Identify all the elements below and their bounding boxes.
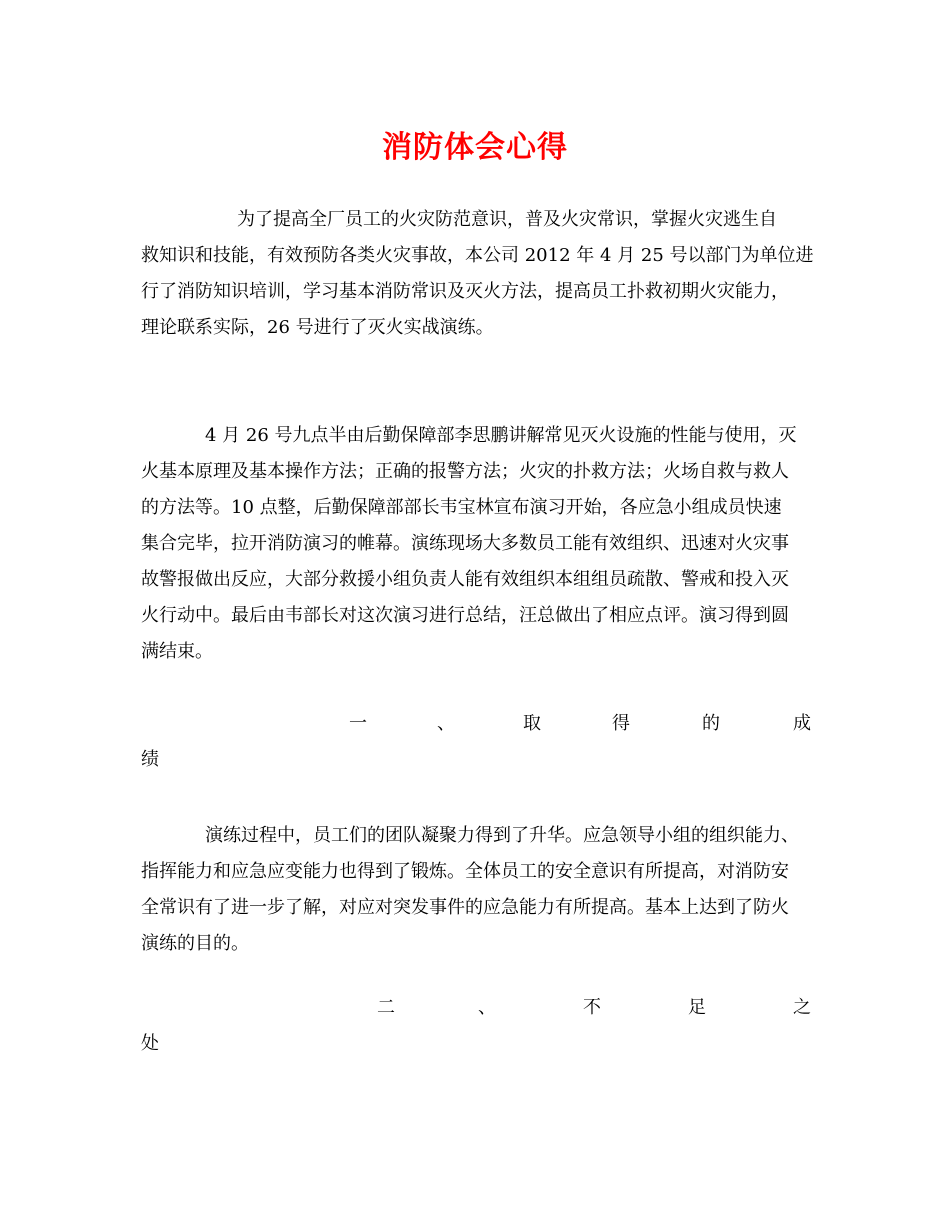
paragraph-line: 指挥能力和应急应变能力也得到了锻炼。全体员工的安全意识有所提高，对消防安	[141, 861, 789, 882]
paragraph-line: 全常识有了进一步了解，对应对突发事件的应急能力有所提高。基本上达到了防火	[141, 897, 789, 918]
heading-char: 成	[793, 713, 811, 734]
paragraph-line: 火行动中。最后由韦部长对这次演习进行总结，汪总做出了相应点评。演习得到圆	[141, 605, 789, 626]
paragraph-line: 满结束。	[141, 641, 213, 662]
paragraph-line: 行了消防知识培训，学习基本消防常识及灭火方法，提高员工扑救初期火灾能力，	[141, 281, 789, 302]
section-heading-achievements	[141, 706, 813, 778]
heading-char: 足	[688, 997, 706, 1018]
section-heading-shortcomings	[141, 990, 813, 1062]
heading-char: 、	[478, 997, 496, 1018]
paragraph-line: 为了提高全厂员工的火灾防范意识，普及火灾常识，掌握火灾逃生自	[237, 209, 777, 230]
heading-char: 取	[523, 713, 541, 734]
paragraph-line: 4 月 26 号九点半由后勤保障部李思鹏讲解常见灭火设施的性能与使用，灭	[205, 425, 797, 446]
heading-char: 的	[702, 713, 720, 734]
heading-tail-char: 绩	[141, 749, 159, 770]
paragraph-line: 故警报做出反应，大部分救援小组负责人能有效组织本组组员疏散、警戒和投入灭	[141, 569, 789, 590]
heading-char: 得	[612, 713, 630, 734]
paragraph-line: 理论联系实际，26 号进行了灭火实战演练。	[141, 317, 494, 338]
heading-char: 一	[349, 713, 367, 734]
paragraph-drill-process	[141, 418, 813, 670]
heading-char: 二	[377, 997, 395, 1018]
paragraph-intro	[141, 202, 813, 346]
heading-char: 不	[583, 997, 601, 1018]
paragraph-line: 火基本原理及基本操作方法；正确的报警方法；火灾的扑救方法；火场自救与救人	[141, 461, 789, 482]
heading-tail-char: 处	[141, 1033, 159, 1054]
heading-char: 之	[793, 997, 811, 1018]
heading-char: 、	[437, 713, 455, 734]
document-title: 消防体会心得	[382, 130, 568, 165]
paragraph-line: 的方法等。10 点整，后勤保障部部长韦宝林宣布演习开始，各应急小组成员快速	[141, 497, 782, 518]
paragraph-line: 集合完毕，拉开消防演习的帷幕。演练现场大多数员工能有效组织、迅速对火灾事	[141, 533, 789, 554]
paragraph-line: 演练过程中，员工们的团队凝聚力得到了升华。应急领导小组的组织能力、	[205, 825, 799, 846]
paragraph-line: 演练的目的。	[141, 933, 249, 954]
paragraph-achievements	[141, 818, 813, 962]
paragraph-line: 救知识和技能，有效预防各类火灾事故，本公司 2012 年 4 月 25 号以部门为单位进	[141, 245, 814, 266]
